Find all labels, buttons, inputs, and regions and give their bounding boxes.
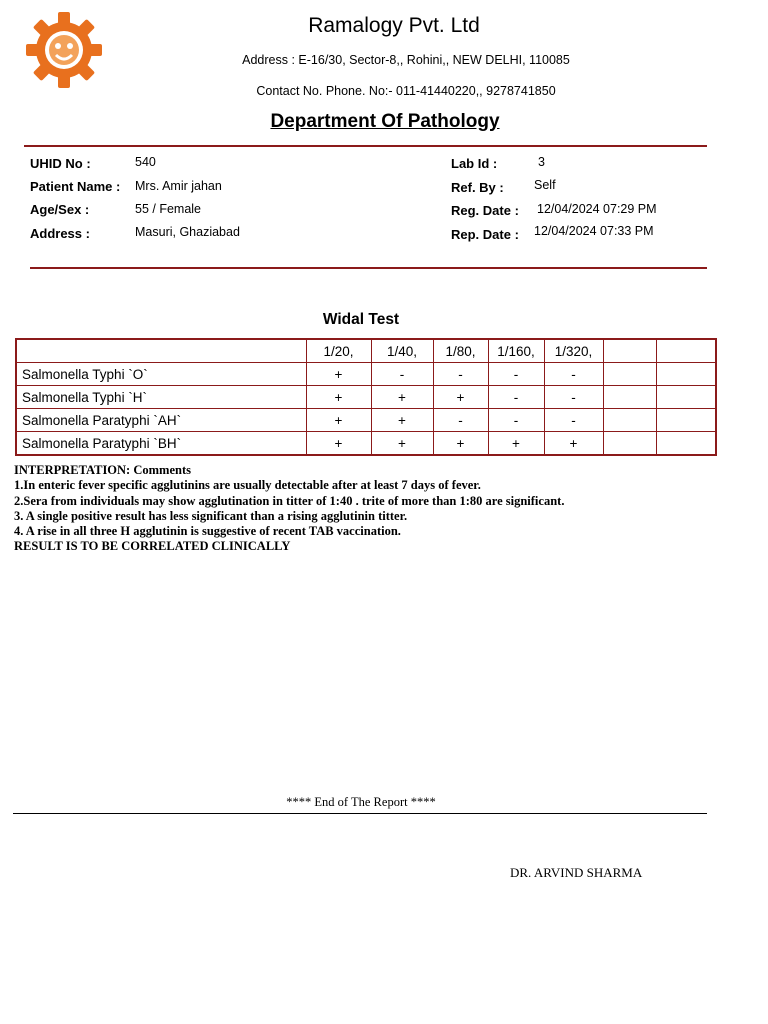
reg-date-label: Reg. Date : xyxy=(451,203,519,218)
header-divider xyxy=(24,145,707,147)
dilution-header: 1/20, xyxy=(306,339,371,363)
company-name: Ramalogy Pvt. Ltd xyxy=(308,14,480,37)
table-row xyxy=(16,386,716,409)
interpretation-line: 3. A single positive result has less significant than a rising agglutinin titter. xyxy=(14,508,408,523)
result-cell: + xyxy=(371,409,433,432)
interpretation-footer: RESULT IS TO BE CORRELATED CLINICALLY xyxy=(14,539,291,554)
dilution-header: 1/320, xyxy=(544,339,603,363)
interpretation-block xyxy=(14,463,754,555)
result-cell: + xyxy=(306,432,371,456)
address-label: Address : xyxy=(30,226,90,241)
patient-name-value: Mrs. Amir jahan xyxy=(135,179,222,193)
dilution-header: 1/80, xyxy=(433,339,488,363)
dilution-header xyxy=(656,339,716,363)
result-cell: + xyxy=(544,432,603,456)
result-cell: + xyxy=(306,363,371,386)
widal-table xyxy=(15,338,717,456)
interpretation-line: 1.In enteric fever specific agglutinins are usually detectable after at least 7 days of fever. xyxy=(14,478,481,493)
header-corner-cell xyxy=(16,339,306,363)
lab-id-label: Lab Id : xyxy=(451,156,498,171)
address-value: Masuri, Ghaziabad xyxy=(135,225,240,239)
company-contact: Contact No. Phone. No:- 011-41440220,, 9278741850 xyxy=(256,84,556,98)
result-cell: + xyxy=(433,386,488,409)
result-cell: - xyxy=(433,409,488,432)
table-row xyxy=(16,409,716,432)
result-cell: - xyxy=(488,386,544,409)
result-cell xyxy=(656,409,716,432)
interpretation-line: 4. A rise in all three H agglutinin is suggestive of recent TAB vaccination. xyxy=(14,524,401,539)
widal-title: Widal Test xyxy=(322,311,400,328)
result-cell: + xyxy=(306,409,371,432)
antigen-name: Salmonella Typhi `H` xyxy=(16,386,306,409)
ref-by-label: Ref. By : xyxy=(451,180,504,195)
result-cell: - xyxy=(544,363,603,386)
result-cell: - xyxy=(371,363,433,386)
lab-id-value: 3 xyxy=(538,155,545,169)
result-cell xyxy=(603,386,656,409)
result-cell: - xyxy=(488,363,544,386)
result-cell xyxy=(656,363,716,386)
company-address: Address : E-16/30, Sector-8,, Rohini,, NEW DELHI, 110085 xyxy=(242,53,570,67)
uhid-value: 540 xyxy=(135,155,156,169)
result-cell xyxy=(603,409,656,432)
antigen-name: Salmonella Paratyphi `AH` xyxy=(16,409,306,432)
result-cell: + xyxy=(306,386,371,409)
result-cell: - xyxy=(544,409,603,432)
reg-date-value: 12/04/2024 07:29 PM xyxy=(537,202,657,216)
result-cell xyxy=(603,363,656,386)
table-row xyxy=(16,363,716,386)
footer-divider xyxy=(13,813,707,814)
result-cell: - xyxy=(433,363,488,386)
result-cell xyxy=(603,432,656,456)
rep-date-label: Rep. Date : xyxy=(451,227,519,242)
interpretation-line: 2.Sera from individuals may show agglutination in titter of 1:40 . trite of more than 1:80 are significant. xyxy=(14,493,565,508)
patient-name-label: Patient Name : xyxy=(30,179,121,194)
result-cell xyxy=(656,432,716,456)
antigen-name: Salmonella Typhi `O` xyxy=(16,363,306,386)
table-row xyxy=(16,432,716,456)
rep-date-value: 12/04/2024 07:33 PM xyxy=(534,224,654,238)
dilution-header xyxy=(603,339,656,363)
result-cell: - xyxy=(544,386,603,409)
doctor-name: DR. ARVIND SHARMA xyxy=(510,865,643,880)
result-cell: + xyxy=(488,432,544,456)
info-divider xyxy=(30,267,707,269)
ref-by-value: Self xyxy=(534,178,556,192)
dilution-header: 1/160, xyxy=(488,339,544,363)
result-cell: + xyxy=(371,386,433,409)
widal-header-row xyxy=(16,339,716,363)
antigen-name: Salmonella Paratyphi `BH` xyxy=(16,432,306,456)
uhid-label: UHID No : xyxy=(30,156,91,171)
end-of-report: **** End of The Report **** xyxy=(286,795,436,809)
result-cell xyxy=(656,386,716,409)
age-sex-value: 55 / Female xyxy=(135,202,202,216)
result-cell: - xyxy=(488,409,544,432)
department-title: Department Of Pathology xyxy=(270,111,500,132)
interpretation-heading: INTERPRETATION: Comments xyxy=(14,463,191,477)
dilution-header: 1/40, xyxy=(371,339,433,363)
result-cell: + xyxy=(371,432,433,456)
age-sex-label: Age/Sex : xyxy=(30,202,90,217)
result-cell: + xyxy=(433,432,488,456)
